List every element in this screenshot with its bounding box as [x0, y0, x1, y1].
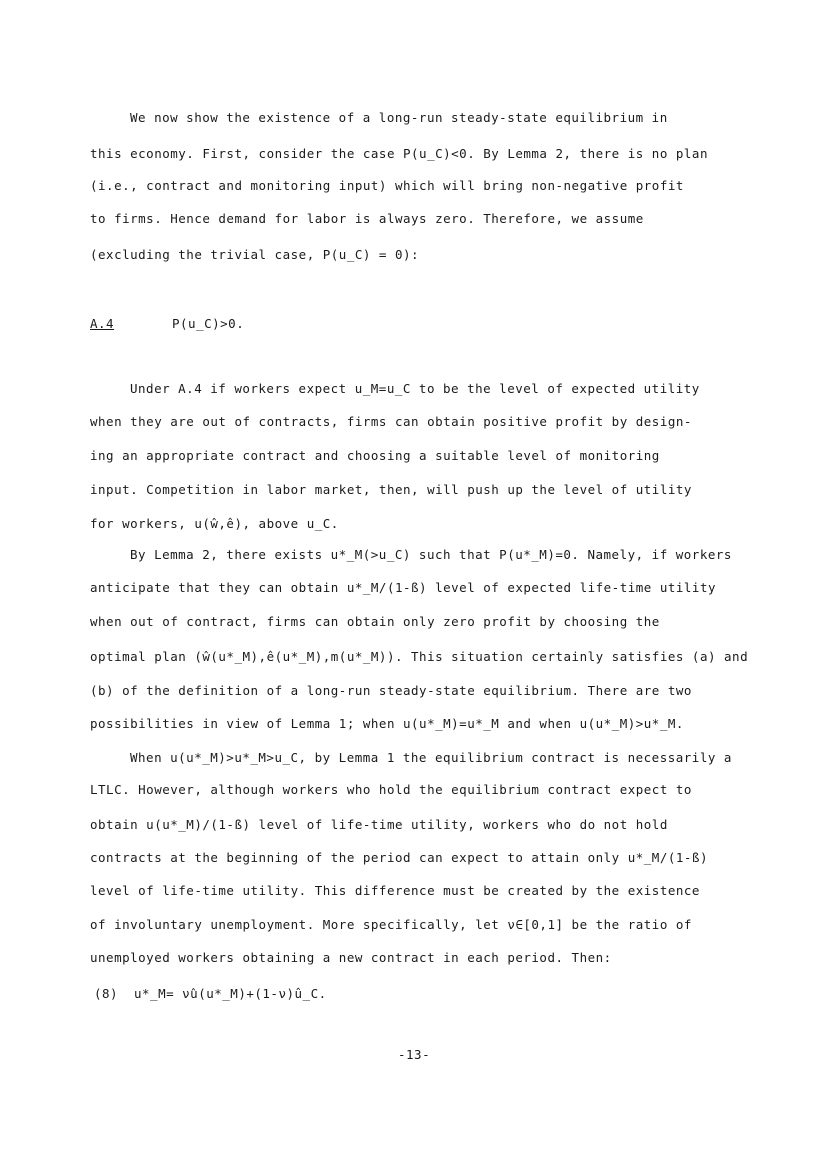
assumption-text: P(u_C)>0.	[172, 316, 245, 331]
p1-line-2: this economy. First, consider the case P(u_C)<0. By Lemma 2, there is no plan	[90, 146, 708, 161]
p4-line-7: unemployed workers obtaining a new contract in each period. Then:	[90, 950, 612, 965]
p1-line-1: We now show the existence of a long-run steady-state equilibrium in	[130, 110, 668, 125]
p2-line-5: for workers, u(ŵ,ê), above u_C.	[90, 516, 339, 531]
p2-line-4: input. Competition in labor market, then, will push up the level of utility	[90, 482, 692, 497]
p1-line-4: to firms. Hence demand for labor is always zero. Therefore, we assume	[90, 211, 644, 226]
p4-line-1: When u(u*_M)>u*_M>u_C, by Lemma 1 the equilibrium contract is necessarily a	[130, 750, 732, 765]
page-number: -13-	[398, 1047, 431, 1062]
equation-label: (8)	[94, 986, 119, 1001]
p2-line-1: Under A.4 if workers expect u_M=u_C to be the level of expected utility	[130, 381, 700, 396]
p4-line-3: obtain u(u*_M)/(1-ß) level of life-time utility, workers who do not hold	[90, 817, 668, 832]
p4-line-5: level of life-time utility. This difference must be created by the existence	[90, 883, 700, 898]
p3-line-3: when out of contract, firms can obtain only zero profit by choosing the	[90, 614, 660, 629]
p3-line-6: possibilities in view of Lemma 1; when u(u*_M)=u*_M and when u(u*_M)>u*_M.	[90, 716, 684, 731]
p3-line-5: (b) of the definition of a long-run steady-state equilibrium. There are two	[90, 683, 692, 698]
p4-line-2: LTLC. However, although workers who hold the equilibrium contract expect to	[90, 782, 692, 797]
p4-line-6: of involuntary unemployment. More specifically, let ν∈[0,1] be the ratio of	[90, 917, 692, 932]
assumption-label: A.4	[90, 316, 115, 331]
p3-line-1: By Lemma 2, there exists u*_M(>u_C) such that P(u*_M)=0. Namely, if workers	[130, 547, 732, 562]
p1-line-5: (excluding the trivial case, P(u_C) = 0):	[90, 247, 420, 262]
p3-line-2: anticipate that they can obtain u*_M/(1-ß) level of expected life-time utility	[90, 580, 716, 595]
p1-line-3: (i.e., contract and monitoring input) which will bring non-negative profit	[90, 178, 684, 193]
equation-text: u*_M= ν̂u(u*_M)+(1-ν)û_C.	[134, 986, 327, 1001]
p3-line-4: optimal plan (ŵ(u*_M),ê(u*_M),m(u*_M)). This situation certainly satisfies (a) and	[90, 649, 749, 664]
p2-line-3: ing an appropriate contract and choosing a suitable level of monitoring	[90, 448, 660, 463]
p4-line-4: contracts at the beginning of the period can expect to attain only u*_M/(1-ß)	[90, 850, 708, 865]
p2-line-2: when they are out of contracts, firms can obtain positive profit by design-	[90, 414, 692, 429]
